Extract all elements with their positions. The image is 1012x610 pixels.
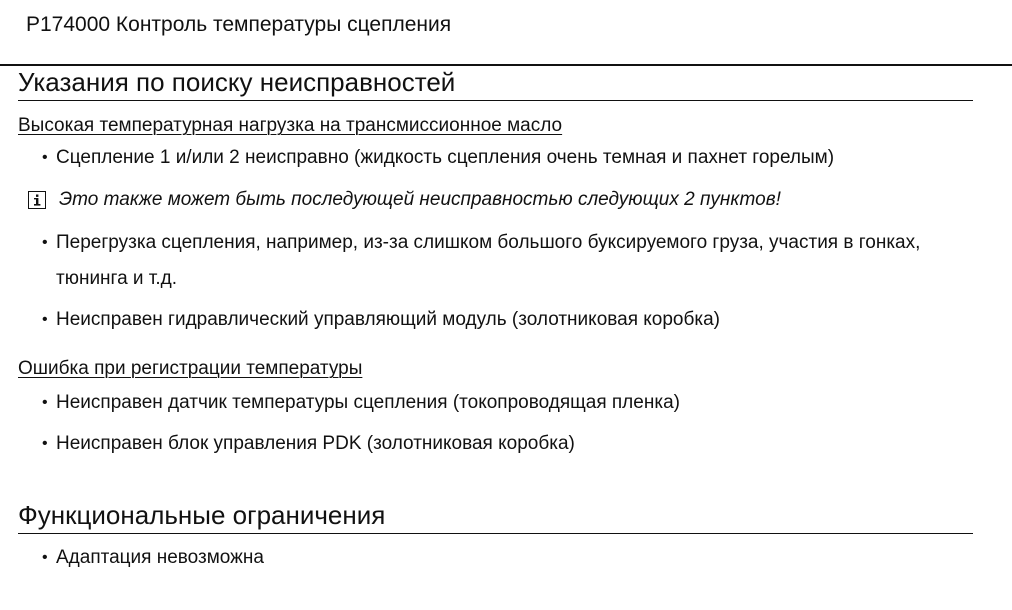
note-text: Это также может быть последующей неисправностью следующих 2 пунктов! xyxy=(59,189,781,210)
subheading-high-temperature: Высокая температурная нагрузка на трансмиссионное масло xyxy=(18,115,563,136)
list-item xyxy=(42,426,942,462)
list-item-text: Перегрузка сцепления, например, из-за слишком большого буксируемого груза, участия в гонках, тюнинга и т.д. xyxy=(56,232,921,289)
list-item xyxy=(42,140,942,176)
limitations-heading: Функциональные ограничения xyxy=(18,499,973,534)
bullet-marker: • xyxy=(42,435,48,452)
list-item-text: Неисправен блок управления PDK (золотниковая коробка) xyxy=(56,433,575,454)
subheading-temperature-error: Ошибка при регистрации температуры xyxy=(18,358,363,379)
list-item xyxy=(42,385,942,421)
list-item-text: Адаптация невозможна xyxy=(56,547,264,568)
list-item-text: Неисправен гидравлический управляющий модуль (золотниковая коробка) xyxy=(56,309,721,330)
list-item-text: Неисправен датчик температуры сцепления (токопроводящая пленка) xyxy=(56,392,680,413)
document-title: P174000 Контроль температуры сцепления xyxy=(26,13,452,36)
list-item-text: Сцепление 1 и/или 2 неисправно (жидкость сцепления очень темная и пахнет горелым) xyxy=(56,147,835,168)
bullet-marker: • xyxy=(42,149,48,166)
bullet-marker: • xyxy=(42,394,48,411)
list-item xyxy=(42,302,942,338)
info-icon xyxy=(28,191,46,209)
bullet-marker: • xyxy=(42,549,48,566)
bullet-marker: • xyxy=(42,311,48,328)
troubleshooting-heading: Указания по поиску неисправностей xyxy=(18,66,973,101)
info-note xyxy=(28,186,781,214)
list-item xyxy=(42,540,942,576)
list-item xyxy=(42,225,942,297)
bullet-marker: • xyxy=(42,234,48,251)
